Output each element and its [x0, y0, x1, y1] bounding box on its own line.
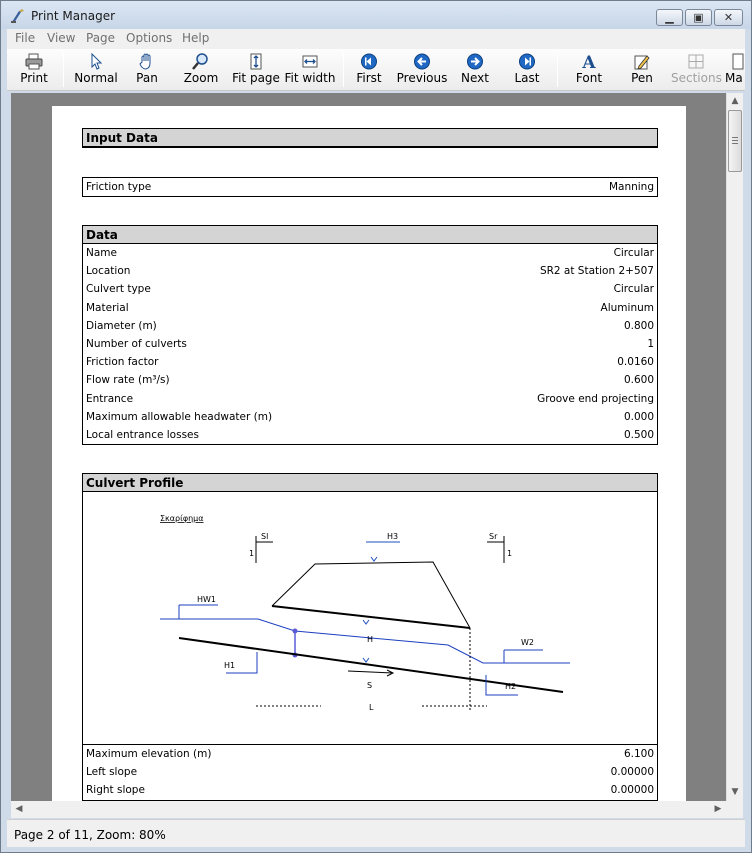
previous-label: Previous — [396, 71, 448, 85]
last-page-button[interactable] — [509, 51, 545, 89]
w2-label: W2 — [521, 638, 534, 647]
pen-button[interactable] — [625, 51, 659, 89]
report-page — [52, 106, 686, 801]
table-row — [83, 763, 657, 781]
row-value: 0.000 — [623, 410, 654, 423]
row-value: 0.800 — [623, 319, 654, 332]
data-heading: Data — [83, 226, 657, 244]
svg-text:A: A — [582, 53, 596, 70]
more-label: Ma — [725, 71, 743, 85]
font-icon — [580, 53, 598, 70]
fit-width-label: Fit width — [284, 71, 336, 85]
row-label: Maximum allowable headwater (m) — [86, 410, 273, 423]
row-value: Circular — [613, 283, 654, 296]
arrow-cursor-icon — [87, 53, 105, 70]
row-label: Flow rate (m³/s) — [86, 374, 170, 387]
vertical-scroll-thumb[interactable] — [728, 110, 742, 172]
row-value: SR2 at Station 2+507 — [539, 265, 654, 278]
horizontal-scrollbar[interactable] — [11, 801, 726, 818]
friction-type-value: Manning — [608, 181, 654, 193]
zoom-button[interactable] — [181, 51, 221, 89]
w2-marker — [504, 650, 543, 663]
menu-file[interactable]: File — [15, 31, 36, 45]
h3-marker — [366, 542, 400, 561]
table-row — [83, 353, 657, 371]
pan-label: Pan — [136, 71, 158, 85]
row-value: 1 — [647, 337, 654, 350]
table-row — [83, 299, 657, 317]
row-value: 0.500 — [623, 428, 654, 441]
road-surface-line — [272, 606, 470, 628]
scrollbar-corner — [726, 801, 743, 818]
toolbar-separator — [343, 53, 344, 87]
headwater-point-top — [293, 629, 298, 634]
row-label: Culvert type — [86, 283, 151, 296]
sections-icon — [687, 53, 705, 70]
input-data-section — [82, 128, 658, 148]
fit-page-label: Fit page — [232, 71, 280, 85]
scroll-down-icon[interactable]: ▼ — [731, 787, 739, 797]
sections-label: Sections — [671, 71, 722, 85]
print-preview-viewport[interactable] — [11, 93, 726, 801]
scroll-right-icon[interactable]: ▶ — [714, 804, 722, 814]
h2-label: H2 — [505, 682, 517, 691]
next-page-icon — [466, 53, 484, 70]
maximize-icon: ▣ — [693, 11, 704, 24]
more-button[interactable] — [725, 51, 745, 89]
culvert-profile-heading: Culvert Profile — [83, 474, 657, 492]
print-button[interactable] — [13, 51, 55, 89]
last-label: Last — [514, 71, 540, 85]
vertical-scrollbar[interactable] — [726, 93, 743, 801]
first-label: First — [356, 71, 382, 85]
embankment-outline — [272, 562, 470, 628]
friction-type-row — [83, 178, 657, 196]
zoom-label: Zoom — [183, 71, 219, 85]
font-button[interactable] — [571, 51, 607, 89]
scroll-left-icon[interactable]: ◀ — [15, 804, 23, 814]
menu-help[interactable]: Help — [182, 31, 210, 45]
h-label: H — [367, 635, 374, 644]
right-slope-label: Sr — [489, 532, 498, 541]
scroll-up-icon[interactable]: ▲ — [731, 96, 739, 106]
close-icon: ✕ — [723, 11, 734, 24]
table-row — [83, 408, 657, 426]
row-label: Entrance — [86, 392, 134, 405]
culvert-profile-section — [82, 473, 658, 801]
next-page-button[interactable] — [457, 51, 493, 89]
h1-label: H1 — [224, 661, 236, 670]
table-row — [83, 262, 657, 280]
table-row — [83, 426, 657, 444]
close-button[interactable] — [714, 9, 743, 26]
row-label: Location — [86, 265, 131, 278]
row-label: Number of culverts — [86, 337, 187, 350]
left-slope-one: 1 — [249, 549, 255, 558]
first-page-icon — [360, 53, 378, 70]
row-value: Aluminum — [600, 301, 654, 314]
slope-arrow — [348, 670, 393, 676]
input-data-heading: Input Data — [83, 129, 657, 147]
pan-button[interactable] — [127, 51, 167, 89]
s-label: S — [367, 681, 373, 690]
left-slope-label: Sl — [261, 532, 269, 541]
toolbar-separator — [63, 53, 64, 87]
friction-type-box — [82, 177, 658, 197]
table-row — [83, 317, 657, 335]
pen-label: Pen — [631, 71, 653, 85]
minimize-icon: ▁ — [665, 11, 674, 24]
magnifier-icon — [192, 53, 210, 70]
more-icon — [731, 53, 745, 70]
row-label: Maximum elevation (m) — [86, 748, 212, 760]
previous-page-icon — [413, 53, 431, 70]
title-bar[interactable] — [1, 1, 751, 29]
row-value: 6.100 — [623, 748, 654, 760]
normal-button[interactable] — [71, 51, 121, 89]
fit-page-icon — [247, 53, 265, 70]
menu-options[interactable]: Options — [126, 31, 173, 45]
table-row — [83, 745, 657, 763]
minimize-button[interactable] — [656, 9, 683, 26]
table-row — [83, 390, 657, 408]
data-rows — [83, 244, 657, 444]
profile-rows — [83, 745, 657, 800]
row-value: 0.00000 — [610, 766, 654, 779]
toolbar-separator — [557, 53, 558, 87]
table-row — [83, 280, 657, 298]
diagram-caption: Σκαρίφημα — [160, 514, 204, 523]
fit-page-button[interactable] — [231, 51, 281, 89]
table-row — [83, 335, 657, 353]
row-value: Circular — [613, 247, 654, 259]
h3-label: H3 — [387, 532, 399, 541]
row-value: 0.600 — [623, 374, 654, 387]
last-page-icon — [518, 53, 536, 70]
next-label: Next — [461, 71, 489, 85]
window-title: Print Manager — [31, 9, 116, 23]
toolbar — [7, 49, 745, 91]
row-value: 0.0160 — [617, 356, 654, 369]
right-slope-one: 1 — [507, 549, 513, 558]
status-bar — [7, 819, 745, 847]
maximize-button[interactable] — [685, 9, 712, 26]
first-page-button[interactable] — [351, 51, 387, 89]
app-icon — [10, 8, 26, 24]
data-section — [82, 225, 658, 445]
row-label: Right slope — [86, 784, 145, 797]
menu-view[interactable]: View — [47, 31, 76, 45]
friction-type-label: Friction type — [86, 181, 152, 193]
pen-icon — [633, 53, 651, 70]
hand-icon — [138, 53, 156, 70]
sections-button[interactable] — [671, 51, 721, 89]
menu-bar — [7, 29, 745, 49]
table-row — [83, 371, 657, 389]
l-label: L — [369, 703, 374, 712]
menu-page[interactable]: Page — [86, 31, 116, 45]
hw1-label: HW1 — [197, 595, 217, 604]
status-text: Page 2 of 11, Zoom: 80% — [14, 828, 166, 842]
normal-label: Normal — [74, 71, 118, 85]
row-label: Name — [86, 247, 117, 259]
hw1-marker — [179, 605, 218, 619]
row-value: 0.00000 — [610, 784, 654, 797]
table-row — [83, 781, 657, 799]
fit-width-button[interactable] — [283, 51, 337, 89]
row-label: Friction factor — [86, 356, 159, 369]
table-row — [83, 244, 657, 262]
print-label: Print — [20, 71, 48, 85]
fit-width-icon — [301, 53, 319, 70]
printer-icon — [25, 53, 43, 70]
culvert-profile-diagram — [83, 492, 657, 745]
row-label: Diameter (m) — [86, 319, 157, 332]
row-label: Local entrance losses — [86, 428, 199, 441]
font-label: Font — [575, 71, 603, 85]
row-value: Groove end projecting — [537, 392, 654, 405]
row-label: Material — [86, 301, 129, 314]
row-label: Left slope — [86, 766, 138, 779]
water-surface-line — [160, 619, 570, 663]
previous-page-button[interactable] — [395, 51, 449, 89]
